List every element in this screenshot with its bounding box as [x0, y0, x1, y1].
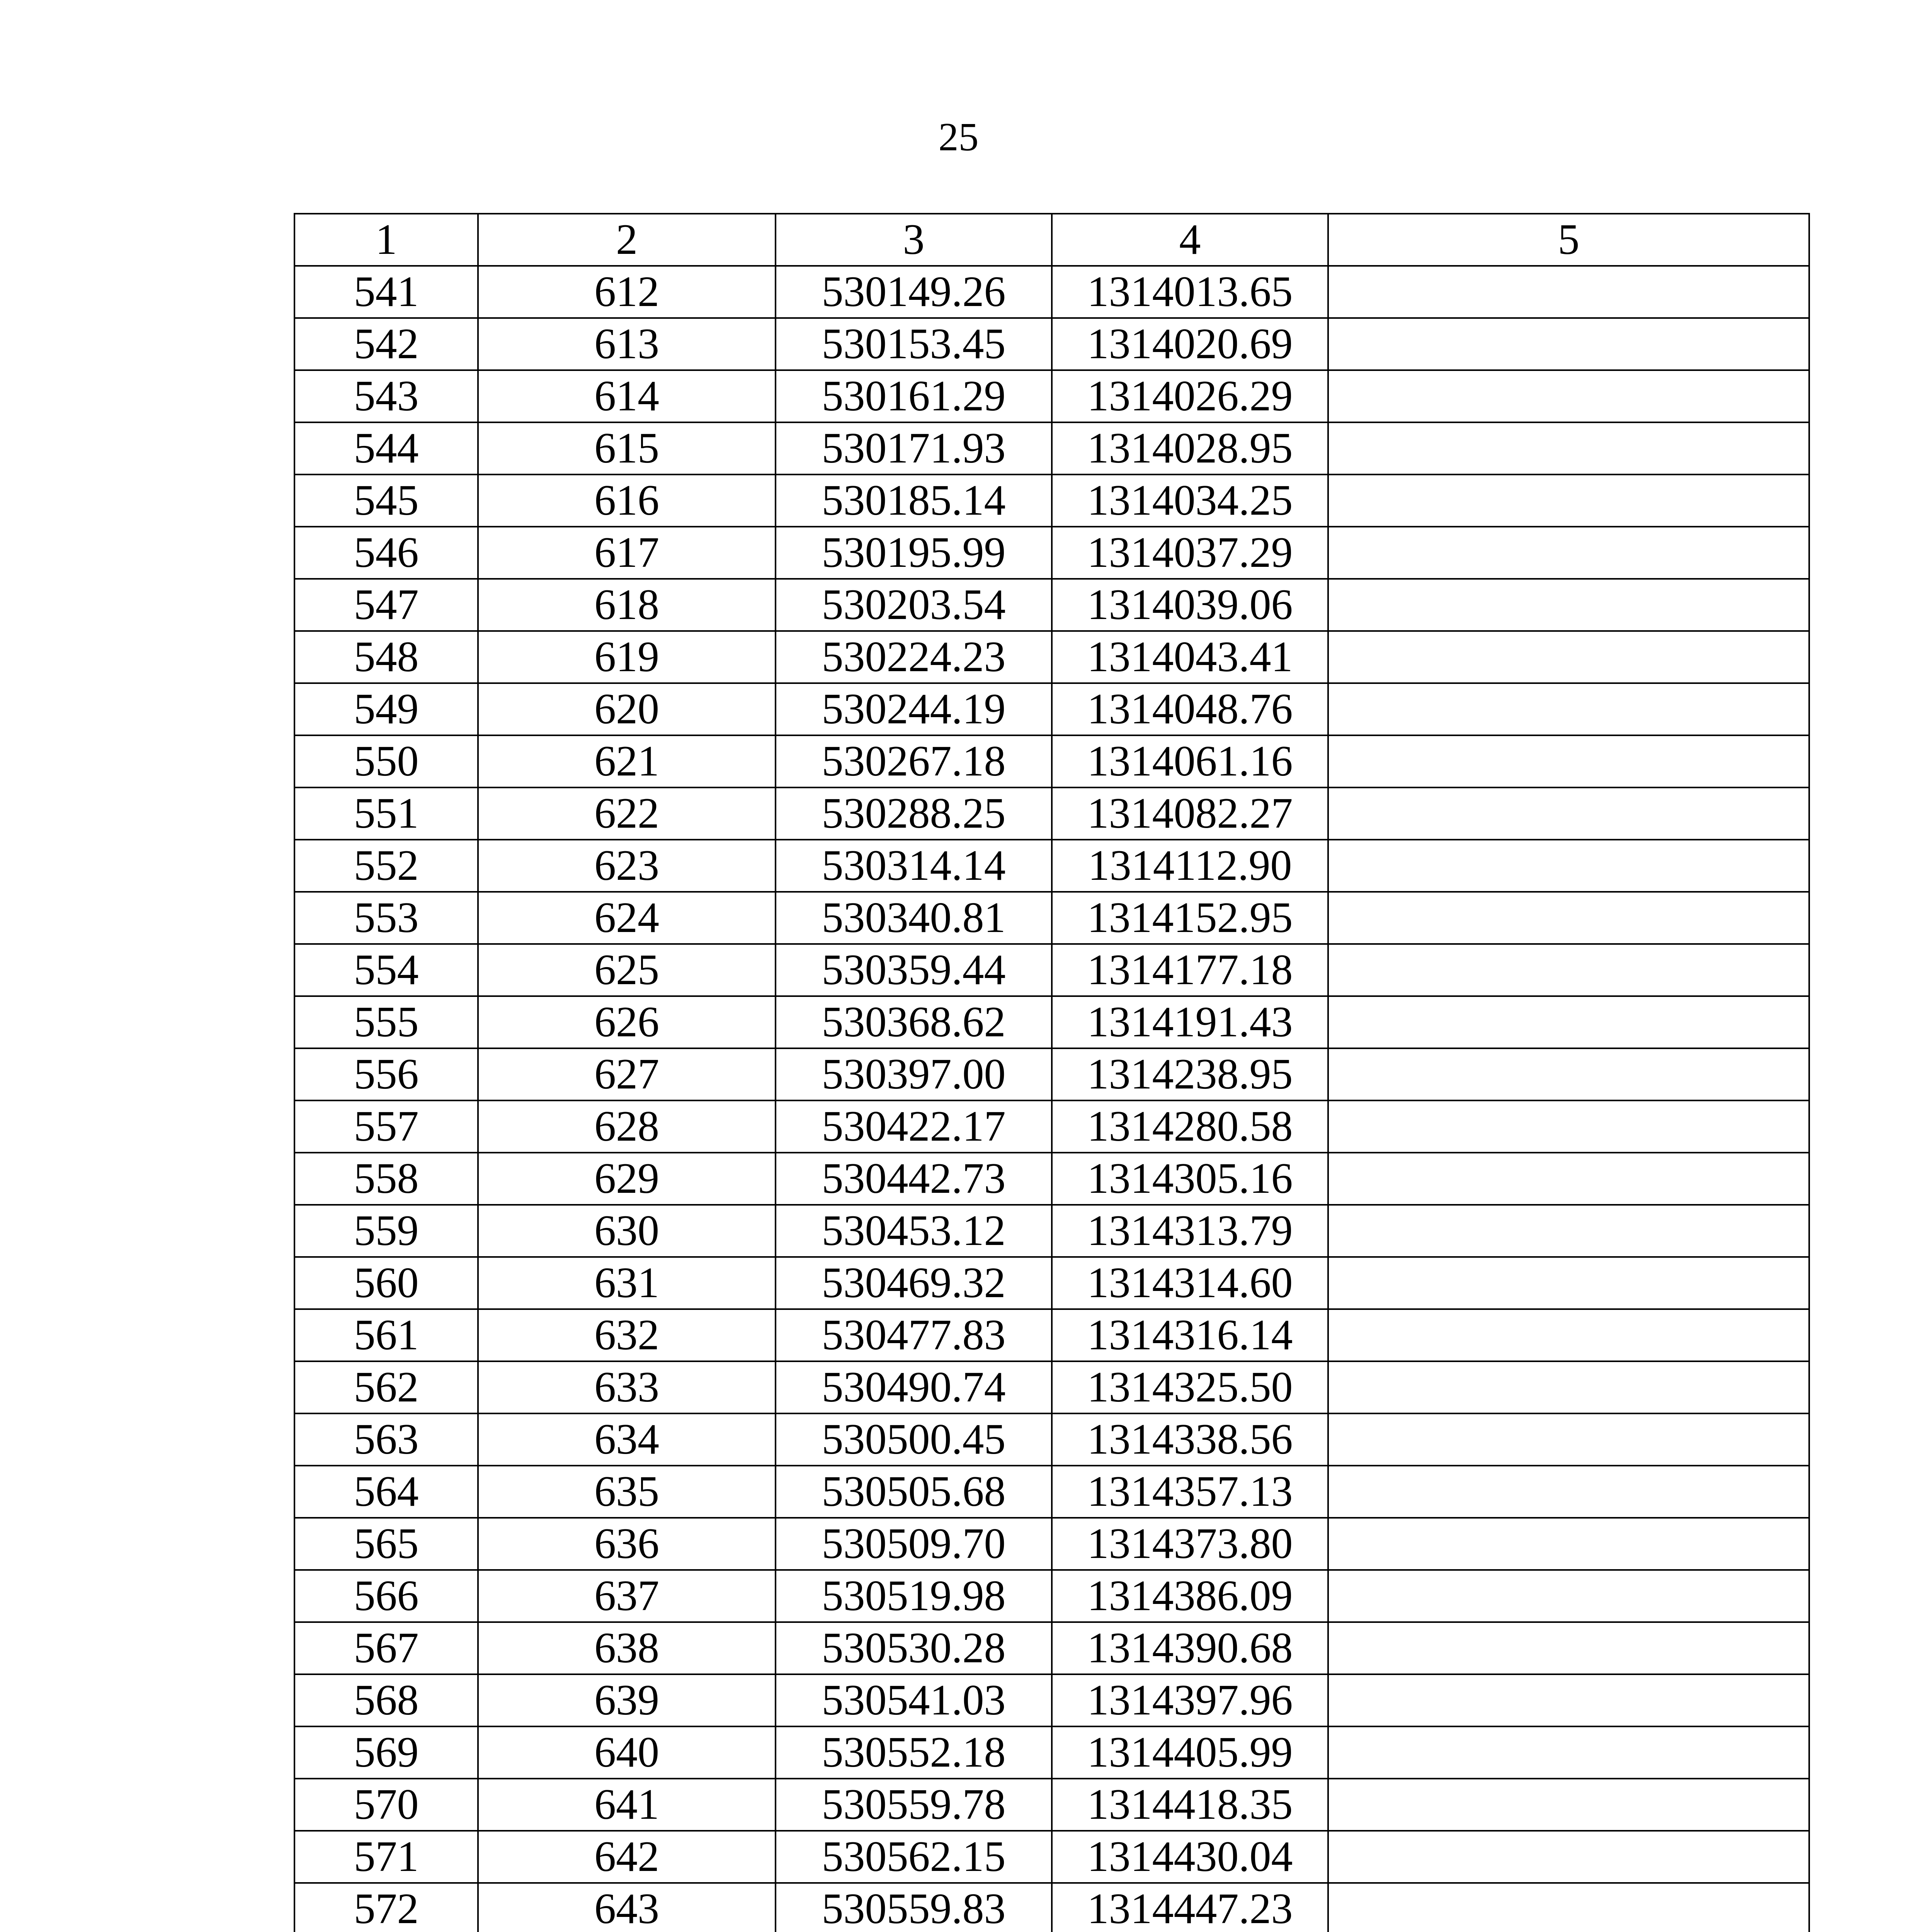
- table-cell: [1328, 527, 1809, 579]
- table-cell: [1328, 422, 1809, 474]
- table-cell: 530541.03: [776, 1674, 1052, 1726]
- table-cell: 1314026.29: [1052, 370, 1328, 422]
- table-cell: 633: [478, 1361, 776, 1413]
- table-cell: 612: [478, 266, 776, 318]
- table-cell: [1328, 1570, 1809, 1622]
- table-cell: 627: [478, 1048, 776, 1100]
- table-row: [294, 1100, 1809, 1153]
- table-cell: 554: [294, 944, 478, 996]
- table-cell: 562: [294, 1361, 478, 1413]
- table-header-row: [294, 214, 1809, 266]
- table-row: [294, 1257, 1809, 1309]
- table-cell: 530149.26: [776, 266, 1052, 318]
- table-row: [294, 1726, 1809, 1779]
- table-cell: 1314314.60: [1052, 1257, 1328, 1309]
- table-cell: 530203.54: [776, 579, 1052, 631]
- table-cell: [1328, 787, 1809, 840]
- table-cell: 530171.93: [776, 422, 1052, 474]
- table-row: [294, 1883, 1809, 1932]
- table-row: [294, 579, 1809, 631]
- table-cell: 1314037.29: [1052, 527, 1328, 579]
- table-cell: 618: [478, 579, 776, 631]
- table-cell: 551: [294, 787, 478, 840]
- table-cell: 1314280.58: [1052, 1100, 1328, 1153]
- table-cell: [1328, 1831, 1809, 1883]
- table-cell: 641: [478, 1779, 776, 1831]
- table-cell: 631: [478, 1257, 776, 1309]
- table-cell: [1328, 683, 1809, 735]
- table-cell: 1314039.06: [1052, 579, 1328, 631]
- table-row: [294, 1831, 1809, 1883]
- table-row: [294, 527, 1809, 579]
- table-cell: 620: [478, 683, 776, 735]
- table-cell: 1314177.18: [1052, 944, 1328, 996]
- column-header: 2: [478, 214, 776, 266]
- table-cell: 572: [294, 1883, 478, 1932]
- table-cell: 542: [294, 318, 478, 370]
- table-cell: 1314152.95: [1052, 892, 1328, 944]
- table-cell: 1314305.16: [1052, 1153, 1328, 1205]
- table-cell: 1314357.13: [1052, 1466, 1328, 1518]
- table-cell: 621: [478, 735, 776, 787]
- table-cell: 569: [294, 1726, 478, 1779]
- table-cell: [1328, 631, 1809, 683]
- table-row: [294, 944, 1809, 996]
- table-cell: 1314034.25: [1052, 474, 1328, 527]
- table-cell: 530359.44: [776, 944, 1052, 996]
- table-cell: 530500.45: [776, 1413, 1052, 1466]
- table-cell: 1314397.96: [1052, 1674, 1328, 1726]
- table-cell: 530368.62: [776, 996, 1052, 1048]
- table-body: [294, 266, 1809, 1932]
- table-cell: [1328, 318, 1809, 370]
- table-cell: 530490.74: [776, 1361, 1052, 1413]
- table-cell: 1314316.14: [1052, 1309, 1328, 1361]
- table-cell: [1328, 996, 1809, 1048]
- table-cell: 624: [478, 892, 776, 944]
- table-row: [294, 735, 1809, 787]
- table-cell: 530397.00: [776, 1048, 1052, 1100]
- table-row: [294, 1413, 1809, 1466]
- table-cell: 1314013.65: [1052, 266, 1328, 318]
- table-cell: 615: [478, 422, 776, 474]
- table-cell: 1314418.35: [1052, 1779, 1328, 1831]
- table-cell: 1314447.23: [1052, 1883, 1328, 1932]
- table-cell: 634: [478, 1413, 776, 1466]
- table-cell: 642: [478, 1831, 776, 1883]
- table-cell: 530509.70: [776, 1518, 1052, 1570]
- table-cell: 555: [294, 996, 478, 1048]
- table-cell: [1328, 892, 1809, 944]
- table-cell: 1314430.04: [1052, 1831, 1328, 1883]
- table-cell: 563: [294, 1413, 478, 1466]
- table-cell: 530185.14: [776, 474, 1052, 527]
- table-cell: 636: [478, 1518, 776, 1570]
- table-cell: [1328, 1779, 1809, 1831]
- table-cell: 558: [294, 1153, 478, 1205]
- table-cell: [1328, 944, 1809, 996]
- coordinates-table: [294, 213, 1810, 1932]
- table-cell: 567: [294, 1622, 478, 1674]
- table-cell: [1328, 1309, 1809, 1361]
- table-row: [294, 840, 1809, 892]
- table-cell: [1328, 1100, 1809, 1153]
- table-cell: [1328, 1257, 1809, 1309]
- table-cell: 543: [294, 370, 478, 422]
- table-row: [294, 1674, 1809, 1726]
- table-cell: 530559.83: [776, 1883, 1052, 1932]
- table-cell: [1328, 840, 1809, 892]
- table-cell: 544: [294, 422, 478, 474]
- table-row: [294, 370, 1809, 422]
- table-cell: 530469.32: [776, 1257, 1052, 1309]
- table-cell: 571: [294, 1831, 478, 1883]
- table-cell: 1314325.50: [1052, 1361, 1328, 1413]
- table-cell: 530244.19: [776, 683, 1052, 735]
- table-row: [294, 631, 1809, 683]
- table-row: [294, 1309, 1809, 1361]
- table-cell: 619: [478, 631, 776, 683]
- table-cell: 1314390.68: [1052, 1622, 1328, 1674]
- table-cell: 1314313.79: [1052, 1205, 1328, 1257]
- table-cell: 530340.81: [776, 892, 1052, 944]
- table-row: [294, 474, 1809, 527]
- table-row: [294, 1570, 1809, 1622]
- table-cell: 530442.73: [776, 1153, 1052, 1205]
- table-cell: 1314043.41: [1052, 631, 1328, 683]
- table-cell: [1328, 266, 1809, 318]
- table-cell: 557: [294, 1100, 478, 1153]
- table-cell: 549: [294, 683, 478, 735]
- table-cell: [1328, 1048, 1809, 1100]
- table-row: [294, 422, 1809, 474]
- table-cell: 550: [294, 735, 478, 787]
- table-row: [294, 1622, 1809, 1674]
- table-cell: 617: [478, 527, 776, 579]
- table-cell: 1314405.99: [1052, 1726, 1328, 1779]
- table-row: [294, 1048, 1809, 1100]
- table-row: [294, 1518, 1809, 1570]
- table-cell: 616: [478, 474, 776, 527]
- table-cell: 545: [294, 474, 478, 527]
- table-cell: 613: [478, 318, 776, 370]
- page-number: 25: [938, 115, 979, 159]
- table-cell: 1314048.76: [1052, 683, 1328, 735]
- table-row: [294, 996, 1809, 1048]
- table-cell: [1328, 579, 1809, 631]
- table-cell: 530288.25: [776, 787, 1052, 840]
- table-cell: 622: [478, 787, 776, 840]
- table-cell: [1328, 735, 1809, 787]
- table-cell: 565: [294, 1518, 478, 1570]
- table-cell: 566: [294, 1570, 478, 1622]
- table-cell: 547: [294, 579, 478, 631]
- table-cell: 1314386.09: [1052, 1570, 1328, 1622]
- table-cell: [1328, 1726, 1809, 1779]
- table-row: [294, 1779, 1809, 1831]
- table-cell: 530267.18: [776, 735, 1052, 787]
- table-row: [294, 1205, 1809, 1257]
- table-cell: 625: [478, 944, 776, 996]
- table-row: [294, 266, 1809, 318]
- table-cell: 530559.78: [776, 1779, 1052, 1831]
- table-cell: 626: [478, 996, 776, 1048]
- table-row: [294, 1361, 1809, 1413]
- table-cell: 548: [294, 631, 478, 683]
- table-cell: [1328, 1413, 1809, 1466]
- table-cell: 560: [294, 1257, 478, 1309]
- table-cell: [1328, 1674, 1809, 1726]
- table-cell: 1314020.69: [1052, 318, 1328, 370]
- table-cell: 638: [478, 1622, 776, 1674]
- table-cell: [1328, 1466, 1809, 1518]
- table-cell: 643: [478, 1883, 776, 1932]
- table-cell: 530505.68: [776, 1466, 1052, 1518]
- table-row: [294, 1153, 1809, 1205]
- table-cell: [1328, 1622, 1809, 1674]
- table-cell: 568: [294, 1674, 478, 1726]
- table-cell: [1328, 1518, 1809, 1570]
- table-cell: 530422.17: [776, 1100, 1052, 1153]
- table-cell: 530453.12: [776, 1205, 1052, 1257]
- table-cell: 530552.18: [776, 1726, 1052, 1779]
- column-header: 1: [294, 214, 478, 266]
- column-header: 4: [1052, 214, 1328, 266]
- table-cell: 556: [294, 1048, 478, 1100]
- table-row: [294, 892, 1809, 944]
- table-cell: 530562.15: [776, 1831, 1052, 1883]
- table-cell: [1328, 1205, 1809, 1257]
- table-row: [294, 683, 1809, 735]
- table-cell: 614: [478, 370, 776, 422]
- table-cell: 623: [478, 840, 776, 892]
- table-cell: 530519.98: [776, 1570, 1052, 1622]
- table-cell: 639: [478, 1674, 776, 1726]
- column-header: 5: [1328, 214, 1809, 266]
- table-cell: 552: [294, 840, 478, 892]
- table-cell: [1328, 474, 1809, 527]
- table-cell: 530195.99: [776, 527, 1052, 579]
- table-cell: 1314082.27: [1052, 787, 1328, 840]
- table-cell: 530161.29: [776, 370, 1052, 422]
- table-cell: 530314.14: [776, 840, 1052, 892]
- table-cell: 570: [294, 1779, 478, 1831]
- table-cell: 1314338.56: [1052, 1413, 1328, 1466]
- table-cell: 559: [294, 1205, 478, 1257]
- table-cell: 561: [294, 1309, 478, 1361]
- table-cell: 637: [478, 1570, 776, 1622]
- table-cell: 1314061.16: [1052, 735, 1328, 787]
- column-header: 3: [776, 214, 1052, 266]
- table-cell: 530530.28: [776, 1622, 1052, 1674]
- table-cell: 1314373.80: [1052, 1518, 1328, 1570]
- table-cell: [1328, 1883, 1809, 1932]
- table-cell: 1314028.95: [1052, 422, 1328, 474]
- table-cell: 530224.23: [776, 631, 1052, 683]
- table-cell: 629: [478, 1153, 776, 1205]
- table-cell: 628: [478, 1100, 776, 1153]
- table-cell: [1328, 370, 1809, 422]
- table-cell: 530477.83: [776, 1309, 1052, 1361]
- table-row: [294, 318, 1809, 370]
- table-cell: 630: [478, 1205, 776, 1257]
- table-cell: 530153.45: [776, 318, 1052, 370]
- table-cell: 640: [478, 1726, 776, 1779]
- table-cell: 553: [294, 892, 478, 944]
- table-cell: 632: [478, 1309, 776, 1361]
- table-cell: [1328, 1153, 1809, 1205]
- table-row: [294, 787, 1809, 840]
- table-cell: 546: [294, 527, 478, 579]
- table-cell: 1314238.95: [1052, 1048, 1328, 1100]
- table-cell: [1328, 1361, 1809, 1413]
- table-cell: 1314191.43: [1052, 996, 1328, 1048]
- table-cell: 541: [294, 266, 478, 318]
- table-row: [294, 1466, 1809, 1518]
- table-cell: 1314112.90: [1052, 840, 1328, 892]
- table-cell: 564: [294, 1466, 478, 1518]
- table-cell: 635: [478, 1466, 776, 1518]
